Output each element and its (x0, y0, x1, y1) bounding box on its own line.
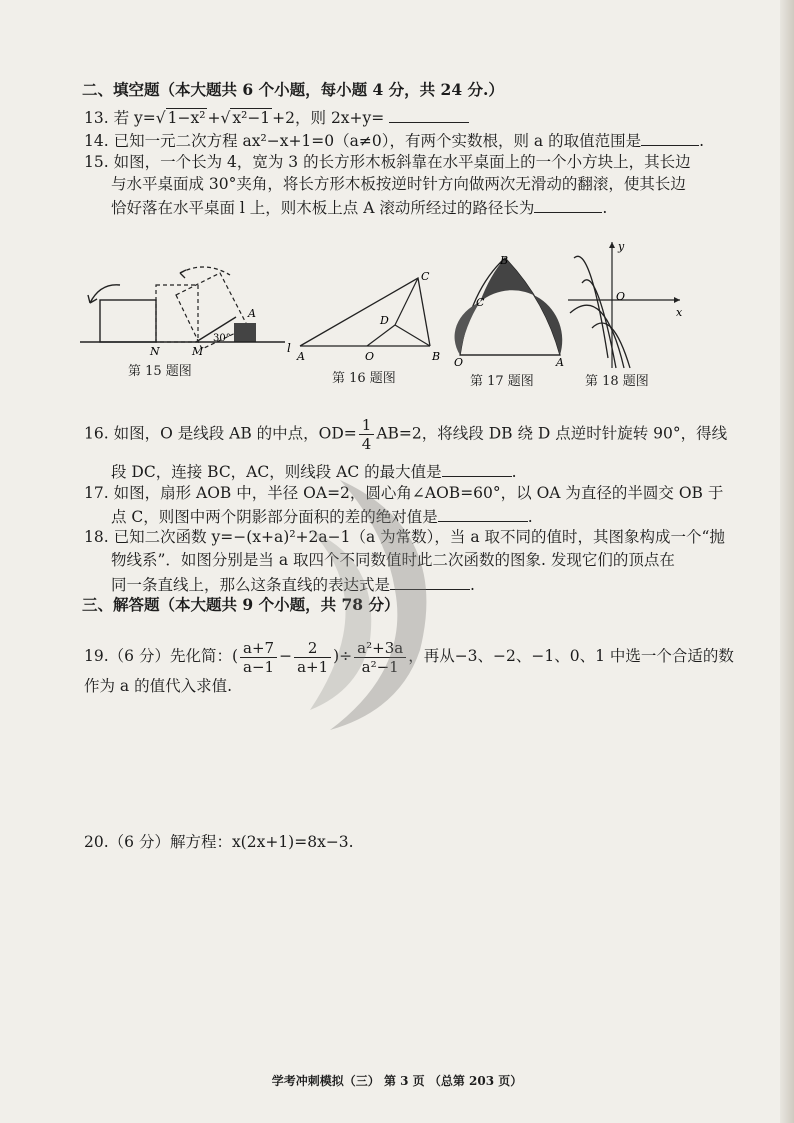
f18-label-x: x (676, 306, 683, 319)
section2-heading: 二、填空题（本大题共 6 个小题，每小题 4 分，共 24 分.） (82, 80, 504, 99)
answer-blank-14[interactable] (641, 129, 699, 146)
f15-label-angle: 30° (213, 333, 231, 344)
question-15-line2: 与水平桌面成 30°夹角，将长方形木板按逆时针方向做两次无滑动的翻滚，使其长边 (111, 175, 686, 193)
caption-15: 第 15 题图 (128, 364, 192, 379)
f16-label-O: O (365, 350, 375, 363)
question-16-line2: 段 DC，连接 BC，AC，则线段 AC 的最大值是 . (111, 460, 517, 482)
question-18-line3: 同一条直线上，那么这条直线的表达式是 . (111, 573, 475, 595)
question-15-line3: 恰好落在水平桌面 l 上，则木板上点 A 滚动所经过的路径长为 . (111, 196, 607, 218)
f16-label-A: A (297, 350, 305, 363)
caption-18: 第 18 题图 (585, 374, 649, 389)
question-16: 16. 如图，O 是线段 AB 的中点，OD= $\frac{1}{4}$ AB=2，将线段 DB 绕 D 点逆时针旋转 90°，得线 (84, 416, 728, 453)
f17-label-C: C (476, 296, 485, 309)
figure-16 (285, 270, 450, 365)
f18-label-O: O (616, 290, 626, 303)
f18-label-y: y (618, 240, 625, 253)
f17-label-O: O (454, 356, 464, 368)
figure-17 (450, 250, 575, 368)
page-edge (780, 0, 794, 1123)
f16-label-B: B (432, 350, 441, 363)
question-19: 19.（6 分）先化简：( $\frac{a+7}{a-1}$ − $\frac{2}{a+1}$ )÷ $\frac{\text{a²+3a}}{\text{a²−1}}$ ，再从−3、−2、−1、0、1 中选一个合适的数 (84, 638, 734, 676)
caption-17: 第 17 题图 (470, 374, 534, 389)
caption-16: 第 16 题图 (332, 371, 396, 386)
q19-fraction-3: $\frac{\text{a²+3a}}{\text{a²−1}}$ (354, 639, 406, 676)
f16-label-l: l (287, 341, 291, 355)
q13-radical-1: 1−x² (167, 109, 206, 127)
q19-fraction-1: $\frac{a+7}{a-1}$ (240, 639, 277, 676)
f16-label-D: D (380, 314, 389, 327)
figure-18 (568, 238, 686, 370)
answer-blank-15[interactable] (534, 196, 602, 213)
q19-fraction-2: $\frac{2}{a+1}$ (294, 639, 331, 676)
q16-fraction: $\frac{1}{4}$ (359, 416, 375, 453)
f15-label-N: N (150, 345, 160, 358)
question-15: 15. 如图，一个长为 4，宽为 3 的长方形木板斜靠在水平桌面上的一个小方块上，其长边 (84, 153, 691, 171)
watermark-logo (300, 470, 470, 740)
q13-radical-2: x²−1 (232, 109, 271, 127)
f16-label-C: C (421, 270, 430, 283)
f17-label-B: B (500, 254, 509, 267)
question-14: 14. 已知一元二次方程 ax²−x+1=0（a≠0），有两个实数根，则 a 的取值范围是 . (84, 129, 704, 151)
section3-heading: 三、解答题（本大题共 9 个小题，共 78 分） (82, 595, 400, 614)
question-20: 20.（6 分）解方程：x(2x+1)=8x−3. (84, 833, 354, 851)
question-17-line2: 点 C，则图中两个阴影部分面积的差的绝对值是 . (111, 505, 533, 527)
f15-label-M: M (192, 345, 204, 358)
page-footer: 学考冲刺模拟（三） 第 3 页 （总第 203 页） (271, 1074, 523, 1088)
question-19-line2: 作为 a 的值代入求值. (84, 677, 233, 695)
f17-label-A: A (556, 356, 564, 368)
answer-blank-13[interactable] (389, 106, 469, 123)
question-18: 18. 已知二次函数 y=−(x+a)²+2a−1（a 为常数），当 a 取不同的值时，其图象构成一个“抛 (84, 528, 725, 546)
figure-15 (80, 255, 285, 360)
question-18-line2: 物线系”．如图分别是当 a 取四个不同数值时此二次函数的图象. 发现它们的顶点在 (111, 551, 675, 569)
question-13: 13. 若 y=√ 1−x² +√ x²−1 +2，则 2x+y= (84, 106, 469, 128)
question-17: 17. 如图，扇形 AOB 中，半径 OA=2，圆心角∠AOB=60°，以 OA 为直径的半圆交 OB 于 (84, 484, 724, 502)
f15-label-A: A (248, 307, 256, 320)
